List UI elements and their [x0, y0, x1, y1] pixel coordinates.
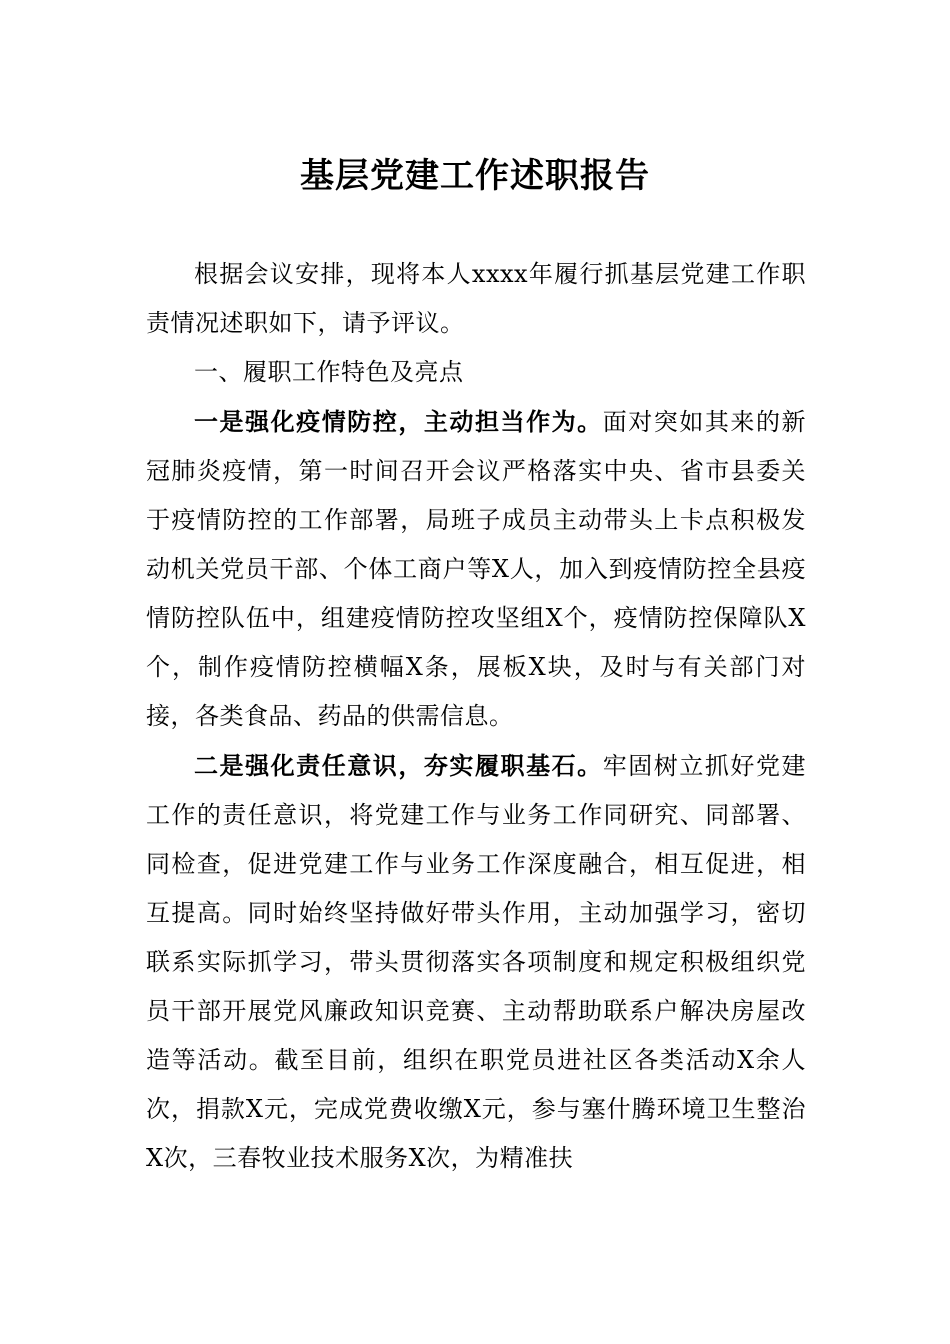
paragraph-2-lead: 二是强化责任意识，夯实履职基石。 [194, 751, 603, 780]
paragraph-1-body: 面对突如其来的新冠肺炎疫情，第一时间召开会议严格落实中央、省市县委关于疫情防控的工作部署，局班子成员主动带头上卡点积极发动机关党员干部、个体工商户等X人，加入到疫情防控全县疫情防控队伍中，组建疫情防控攻坚组X个，疫情防控保障队X个，制作疫情防控横幅X条，展板X块，及时与有关部门对接，各类食品、药品的供需信息。 [146, 408, 807, 730]
paragraph-1-lead: 一是强化疫情防控，主动担当作为。 [194, 407, 603, 436]
paragraph-2-body: 牢固树立抓好党建工作的责任意识，将党建工作与业务工作同研究、同部署、同检查，促进党建工作与业务工作深度融合，相互促进，相互提高。同时始终坚持做好带头作用，主动加强学习，密切联系实际抓学习，带头贯彻落实各项制度和规定积极组织党员干部开展党风廉政知识竞赛、主动帮助联系户解决房屋改造等活动。截至目前，组织在职党员进社区各类活动X余人次，捐款X元，完成党费收缴X元，参与塞什腾环境卫生整治X次，三春牧业技术服务X次，为精准扶 [146, 752, 807, 1172]
document-body [146, 250, 806, 1183]
document-title: 基层党建工作述职报告 [300, 156, 650, 196]
intro-paragraph: 根据会议安排，现将本人xxxx年履行抓基层党建工作职责情况述职如下，请予评议。 [146, 260, 806, 337]
section-heading: 一、履职工作特色及亮点 [194, 358, 464, 386]
paragraph-1 [146, 397, 806, 741]
paragraph-2 [146, 741, 806, 1183]
